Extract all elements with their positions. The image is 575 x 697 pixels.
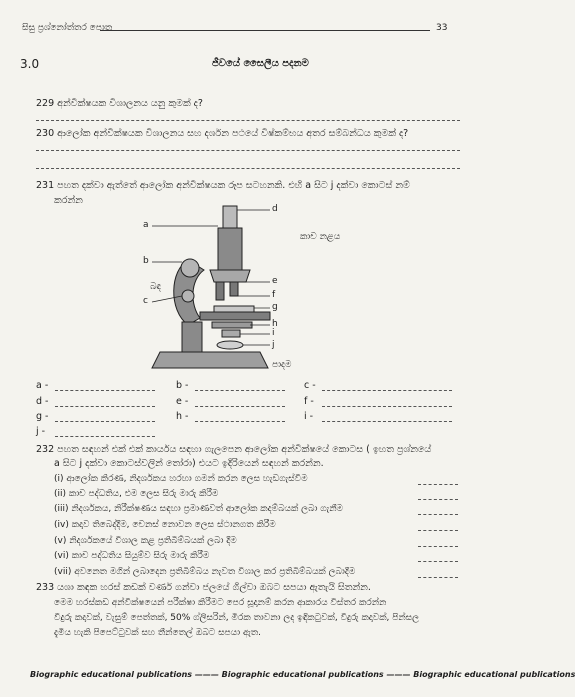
question-233-line1 bbox=[36, 582, 466, 594]
answer-line bbox=[36, 150, 460, 151]
list-item: (vii) අවනෙත මගින් ලබාදෙන ප්‍රතිබිම්බය නැවත විශාල කර ප්‍රතිබිම්බයක් ලබාදීම bbox=[54, 567, 356, 577]
running-header: සිසු ප්‍රශ්නෝත්තර පොත bbox=[22, 23, 113, 33]
question-text: අන්වීක්ෂයක විශාලනය යනු කුමක් ද? bbox=[57, 98, 203, 109]
answer-line[interactable] bbox=[418, 499, 458, 500]
section-number: 3.0 bbox=[20, 57, 40, 71]
question-text: යශා කඳක හරස් කඩක් වර්ණ ගන්වා ජලයේ ගිල්වා ඔබට සපයා ඇතැයි සිතන්න. bbox=[57, 582, 371, 593]
page-number: 33 bbox=[436, 23, 448, 33]
diagram-label-h: h bbox=[272, 319, 278, 329]
fill-line[interactable] bbox=[55, 421, 155, 422]
footer: Biographic educational publications ——— Biographic educational publications ——— Biographic educational publications bbox=[30, 670, 575, 679]
fill-line[interactable] bbox=[55, 436, 155, 437]
fill-c: c - bbox=[304, 380, 316, 391]
question-231-line1 bbox=[36, 180, 466, 192]
fill-f: f - bbox=[304, 396, 314, 407]
fill-d: d - bbox=[36, 396, 49, 407]
diagram-label-c: c bbox=[143, 296, 148, 306]
answer-line[interactable] bbox=[418, 514, 458, 515]
diagram-label-f: f bbox=[272, 290, 276, 300]
answer-line bbox=[36, 120, 460, 121]
question-text: ආලෝක අන්වීක්ෂයක විශාලනය සහ දර්ශන පථයේ විෂ්කම්භය අතර සම්බන්ධය කුමක් ද? bbox=[57, 128, 409, 139]
question-230 bbox=[36, 128, 466, 140]
diagram-label-a: a bbox=[143, 220, 149, 230]
answer-line[interactable] bbox=[418, 561, 458, 562]
answer-line[interactable] bbox=[418, 546, 458, 547]
fill-a: a - bbox=[36, 380, 49, 391]
question-text: පහත දක්වා ඇත්තේ ආලෝක අන්වීක්ෂයක රූප සටහනකි. එහි a සිට j දක්වා කොටස් නම් bbox=[57, 180, 410, 191]
list-item: (iv) කදාව තිබෙද්දීම, චෙනස් නොවන ලෙස ස්ථානගත කිරීම bbox=[54, 520, 276, 530]
fill-line[interactable] bbox=[322, 390, 452, 391]
fill-line[interactable] bbox=[322, 421, 452, 422]
answer-line[interactable] bbox=[418, 530, 458, 531]
annot-base: පාදම bbox=[272, 360, 292, 370]
diagram-label-e: e bbox=[272, 276, 278, 286]
question-233-line3: වීදුරු කදාවක්, වැසුම් පෙත්තක්, 50% ග්ලිසරින්, මිරක තාවනා ලද ඉඳිකටුවක්, වීදුරු කදාවක්, පින්සල bbox=[54, 613, 419, 623]
fill-i: i - bbox=[304, 411, 314, 422]
annot-tube: කාච නළය bbox=[300, 232, 341, 242]
fill-b: b - bbox=[176, 380, 189, 391]
question-229 bbox=[36, 98, 203, 110]
fill-line[interactable] bbox=[195, 406, 285, 407]
question-number: 230 bbox=[36, 128, 55, 139]
diagram-label-b: b bbox=[143, 256, 149, 266]
section-title: ජීවයේ සෛලීය පදනම bbox=[212, 58, 309, 69]
question-231-line2: කරන්න bbox=[54, 195, 83, 206]
fill-j: j - bbox=[36, 426, 46, 437]
microscope-diagram bbox=[130, 200, 350, 378]
question-233-line4: දැමිය හැකි පිපෙට්ටුවක් සහ තීන්තෙල් ඔබට සපයා ඇත. bbox=[54, 628, 261, 638]
diagram-label-j: j bbox=[272, 340, 275, 350]
question-number: 233 bbox=[36, 582, 55, 593]
question-text: පහත සඳහන් එක් එක් කාර්යය සඳහා ගැලපෙන ආලෝක අන්වීක්ෂයේ කොටස ( ඉහත ප්‍රශ්නයේ bbox=[57, 444, 432, 455]
question-233-line2: මෙම හරස්කඩ අන්වීක්ෂයෙන් පරීක්ෂා කිරීමට පෙර සූදානම් කරන ආකාරය විස්තර කරන්න bbox=[54, 598, 387, 608]
answer-line[interactable] bbox=[418, 577, 458, 578]
question-232-line2: a සිට j දක්වා කොටස්වලින් තෝරා) එයට ඉදිරියෙන් සඳහන් කරන්න. bbox=[54, 458, 324, 469]
list-item: (i) ආලෝක කිරණ, නිදර්ශකය හරහා ගමන් කරන ලෙස හැඩගැස්වීම bbox=[54, 474, 308, 484]
diagram-label-d: d bbox=[272, 204, 278, 214]
fill-line[interactable] bbox=[322, 406, 452, 407]
list-item: (ii) කාච පද්ධතිය, එම ලෙස සිරු මාරු කිරීම bbox=[54, 489, 219, 499]
fill-line[interactable] bbox=[55, 390, 155, 391]
fill-line[interactable] bbox=[195, 421, 285, 422]
list-item: (iii) නිදර්ශකය, නිරීක්ෂණය සඳහා ප්‍රමාණවත් ආලෝක කදම්බයක් ලබා ගැනීම bbox=[54, 504, 344, 514]
fill-h: h - bbox=[176, 411, 189, 422]
fill-g: g - bbox=[36, 411, 49, 422]
annot-arm: බඳ bbox=[150, 282, 162, 292]
fill-line[interactable] bbox=[55, 406, 155, 407]
question-number: 232 bbox=[36, 444, 55, 455]
question-number: 229 bbox=[36, 98, 55, 109]
diagram-label-g: g bbox=[272, 302, 278, 312]
diagram-label-i: i bbox=[272, 328, 275, 338]
fill-line[interactable] bbox=[195, 390, 285, 391]
answer-line bbox=[36, 168, 460, 169]
answer-line[interactable] bbox=[418, 484, 458, 485]
fill-e: e - bbox=[176, 396, 189, 407]
question-number: 231 bbox=[36, 180, 55, 191]
list-item: (vi) කාච පද්ධතිය සියුම්ව සිරු මාරු කිරීම bbox=[54, 551, 210, 561]
question-232-line1 bbox=[36, 444, 466, 456]
list-item: (v) නිදර්ශකයේ විශාල කළ ප්‍රතිබිම්බයක් ලබා දීම bbox=[54, 536, 237, 546]
header-rule bbox=[100, 30, 430, 31]
